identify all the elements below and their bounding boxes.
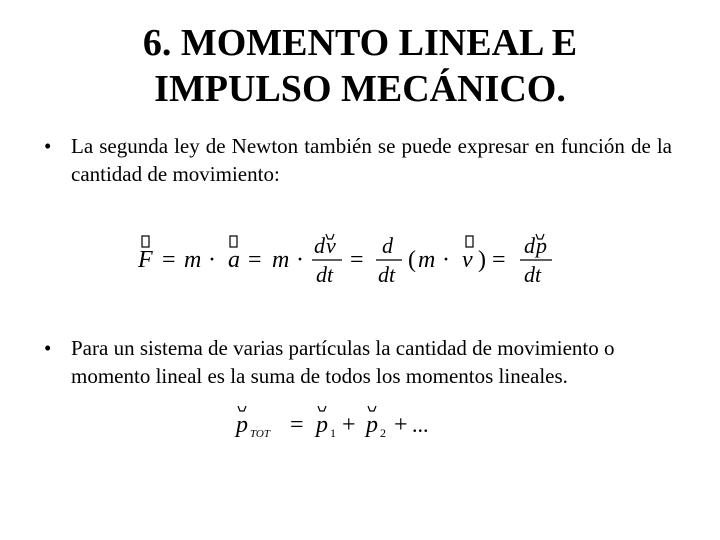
right-paren: ) <box>478 247 486 273</box>
bullet-newton-second-law <box>44 132 672 188</box>
equation-1-svg <box>132 226 572 292</box>
symbol-a: a <box>228 247 240 273</box>
plus-sign: + <box>342 412 356 438</box>
symbol-m: m <box>184 247 202 273</box>
vector-arrow-icon <box>368 406 376 411</box>
title-line-1: 6. MOMENTO LINEAL E <box>142 22 578 64</box>
symbol-dt: dt <box>316 262 334 287</box>
symbol-p: p <box>236 412 248 438</box>
dot-operator: · <box>442 247 450 273</box>
equation-total-momentum <box>230 400 450 444</box>
vector-marker-icon <box>142 236 149 247</box>
vector-marker-icon <box>230 236 237 247</box>
subscript-2: 2 <box>380 426 386 440</box>
symbol-p: p <box>366 412 378 438</box>
left-paren: ( <box>408 247 416 273</box>
subscript-1: 1 <box>330 426 336 440</box>
symbol-F: F <box>138 247 153 273</box>
dot-operator: · <box>208 247 216 273</box>
page-title <box>0 20 720 112</box>
equals-sign: = <box>350 247 364 273</box>
bullet-marker: • <box>44 134 52 158</box>
vector-arrow-icon <box>318 406 326 411</box>
equals-sign: = <box>290 412 304 438</box>
symbol-dt: dt <box>524 262 542 287</box>
vector-marker-icon <box>466 236 473 247</box>
bullet-text: Para un sistema de varias partículas la cantidad de movimiento o momento lineal es la suma de todos los momentos lineales. <box>71 336 615 388</box>
subscript-tot: TOT <box>250 428 270 440</box>
symbol-dt: dt <box>378 262 396 287</box>
symbol-m: m <box>418 247 436 273</box>
dot-operator: · <box>296 247 304 273</box>
symbol-v: v <box>326 233 336 258</box>
ellipsis: ... <box>412 412 429 437</box>
equation-newton-momentum <box>132 226 572 292</box>
title-line-2: IMPULSO MECÁNICO. <box>154 68 566 110</box>
symbol-d: d <box>524 233 535 258</box>
bullet-text: La segunda ley de Newton también se puede expresar en función de la cantidad de movimiento: <box>71 134 672 186</box>
symbol-v: v <box>462 247 473 273</box>
symbol-d: d <box>314 233 325 258</box>
bullet-particle-system <box>44 334 672 390</box>
equals-sign: = <box>162 247 176 273</box>
symbol-d: d <box>382 233 393 258</box>
bullet-marker: • <box>44 336 52 360</box>
symbol-p: p <box>536 233 547 258</box>
plus-sign: + <box>394 412 408 438</box>
symbol-m: m <box>272 247 290 273</box>
equals-sign: = <box>492 247 506 273</box>
vector-arrow-icon <box>238 406 246 411</box>
equals-sign: = <box>248 247 262 273</box>
symbol-p: p <box>316 412 328 438</box>
equation-2-svg <box>230 400 450 444</box>
